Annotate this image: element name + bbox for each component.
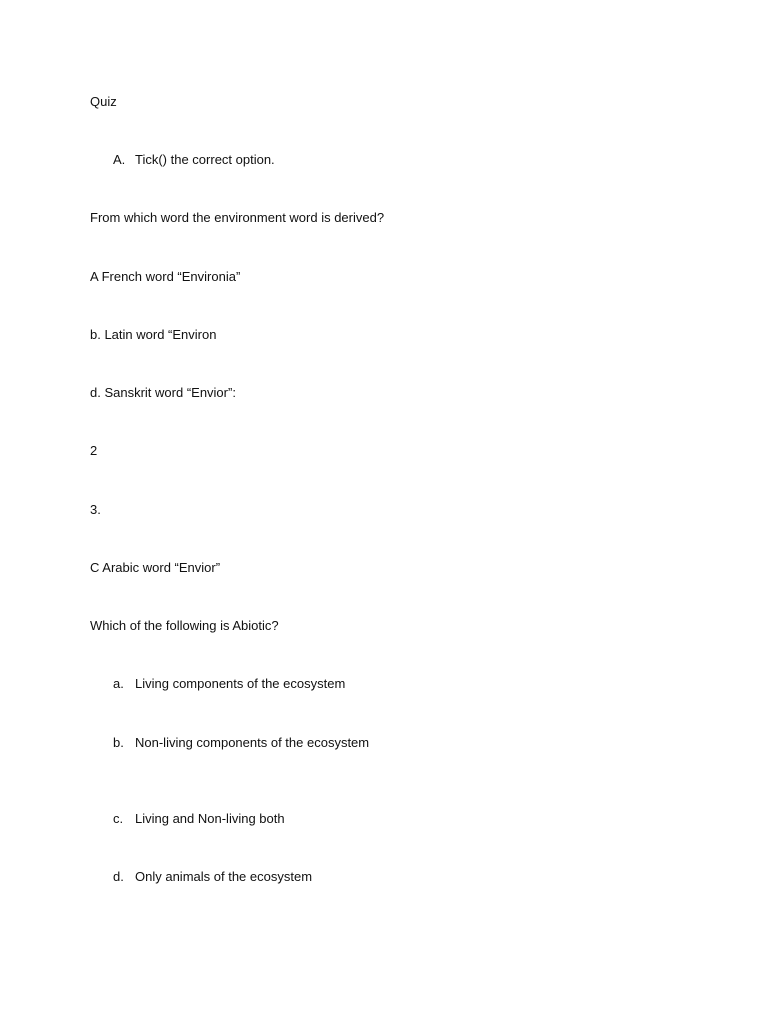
question-2-text: Which of the following is Abiotic? [90, 618, 279, 633]
question-2-option-d [113, 869, 312, 885]
option-marker: d. [113, 869, 124, 884]
option-text: Only animals of the ecosystem [135, 869, 313, 884]
question-1-line-5: 3. [90, 502, 101, 517]
instruction-marker: A. [113, 152, 126, 167]
option-marker: c. [113, 811, 124, 826]
option-marker: a. [113, 676, 124, 691]
question-1-line-4: 2 [90, 443, 98, 458]
option-text: Non-living components of the ecosystem [135, 735, 370, 750]
instruction [113, 152, 275, 168]
quiz-title: Quiz [90, 94, 117, 109]
question-2-option-b [113, 735, 369, 751]
question-1-text: From which word the environment word is derived? [90, 210, 385, 225]
question-2-option-c [113, 811, 285, 827]
question-1-line-6: C Arabic word “Envior” [90, 560, 221, 575]
question-1-line-1: A French word “Environia” [90, 269, 241, 284]
option-text: Living and Non-living both [135, 811, 285, 826]
question-1-line-3: d. Sanskrit word “Envior”: [90, 385, 236, 400]
instruction-text: Tick() the correct option. [135, 152, 275, 167]
question-1-line-2: b. Latin word “Environ [90, 327, 217, 342]
question-2-option-a [113, 676, 345, 692]
option-marker: b. [113, 735, 124, 750]
option-text: Living components of the ecosystem [135, 676, 346, 691]
